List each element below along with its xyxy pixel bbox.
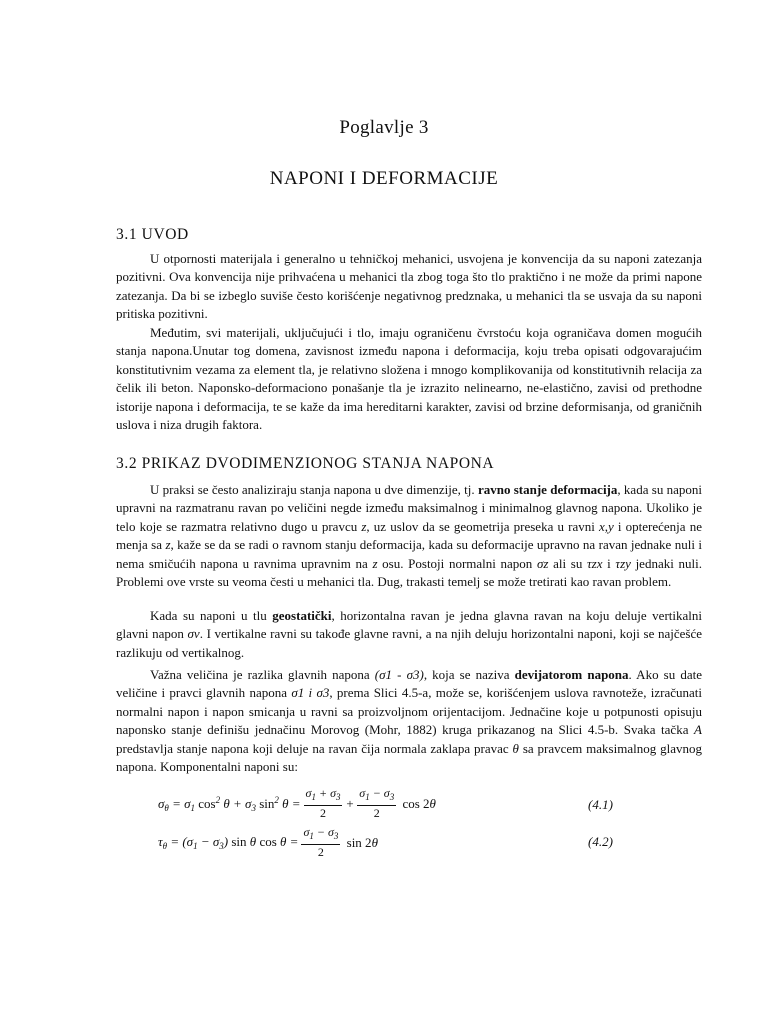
- paragraph-prikaz-1: U praksi se često analiziraju stanja napona u dve dimenzije, tj. ravno stanje deformacija, kada su naponi upravni na razmatranu ravan po veličini negde između maksimalnog i minimalnog glavnog napona. Ukoliko je telo koje se razmatra relativno dugo u pravcu z, uz uslov da se geometrija preseka u ravni x,y i opterećenja ne menja sa z, kaže se da se radi o ravnom stanju deformacija, kada su deformacije upravno na ravan jednake nuli i nema smičućih napona u ravnima upravnim na z osu. Postoji normalni napon σz ali su τzx i τzy jednaki nuli. Problemi ove vrste su veoma česti u mehanici tla. Dug, trakasti temelj se može tretirati kao ravan problem.: [116, 482, 703, 590]
- paragraph-prikaz-3: Važna veličina je razlika glavnih napona (σ1 - σ3), koja se naziva devijatorom napona. Ako su date veličine i pravci glavnih napona σ1 i σ3, prema Slici 4.5-a, može se, korišćenjem uslova ravnoteže, izračunati normalni napon i napon smicanja u ravni sa proizvoljnom orijentacijom. Jednačine koje u potpunosti opisuju naponsko stanje definišu jednačinu Morovog (Mohr, 1882) kruga prikazanog na Slici 4.5-b. Svaka tačka A predstavlja stanje napona koji deluje na ravan čija normala zaklapa pravac θ sa pravcem maksimalnog glavnog napona. Komponentalni naponi su:: [116, 667, 702, 775]
- paragraph-uvod-2: Međutim, svi materijali, uključujući i tlo, imaju ograničenu čvrstoću koja ograničava domen mogućih stanja napona.Unutar tog domena, zavisnost između napona i deformacija, koju treba opisati odgovarajućim konstitutivnim vezama za element tla, je relativno složena i mnogo komplikovanija od konstitutivnih relacija za čelik ili beton. Naponsko-deformaciono ponašanje tla je izrazito nelinearno, ne-elastično, zavisi od prethodne istorije napona i deformacija, te se kaže da ima hereditarni karakter, zavisi od brzine deformisanja, od graničnih uslova i niza drugih faktora.: [116, 325, 702, 433]
- equation-4-2: $\tau_\theta = (\sigma_1 - \sigma_3)$ sin θ cos θ = $\frac{\sigma_1 - \sigma_3}{2}$ sin 2θ: [158, 825, 378, 859]
- equation-4-1: $\sigma_\theta = \sigma_1$ $\cos^2 \theta + \sigma_3$ $\sin^2 \theta$ = $\frac{\sigma_1 + \sigma_3}{2}$ + $\frac{\sigma_1 - \sigma_3}{2}$ cos 2θ: [158, 786, 436, 820]
- paragraph-uvod-1: U otpornosti materijala i generalno u tehničkoj mehanici, usvojena je konvencija da su naponi zatezanja pozitivni. Ova konvencija nije prihvaćena u mehanici tla zbog toga što tlo praktično i ne može da primi napone zatezanja. Da bi se izbeglo suviše često korišćenje negativnog predznaka, u mehanici tla se usvaja da su naponi pritiska pozitivni.: [116, 251, 702, 322]
- chapter-label: Poglavlje 3: [339, 117, 429, 138]
- chapter-title: NAPONI I DEFORMACIJE: [269, 168, 499, 189]
- equation-number-4-2: (4.2): [588, 834, 613, 849]
- equation-number-4-1: (4.1): [588, 797, 613, 812]
- section-heading-uvod: 3.1 UVOD: [116, 226, 189, 243]
- paragraph-prikaz-2: Kada su naponi u tlu geostatički, horizontalna ravan je jedna glavna ravan na koju deluje vertikalni glavni napon σv. I vertikalne ravni su takođe glavne ravni, a na njih deluju horizontalni naponi, koji se najčešće razlikuju od vertikalnog.: [116, 608, 703, 660]
- section-heading-prikaz: 3.2 PRIKAZ DVODIMENZIONOG STANJA NAPONA: [116, 455, 495, 472]
